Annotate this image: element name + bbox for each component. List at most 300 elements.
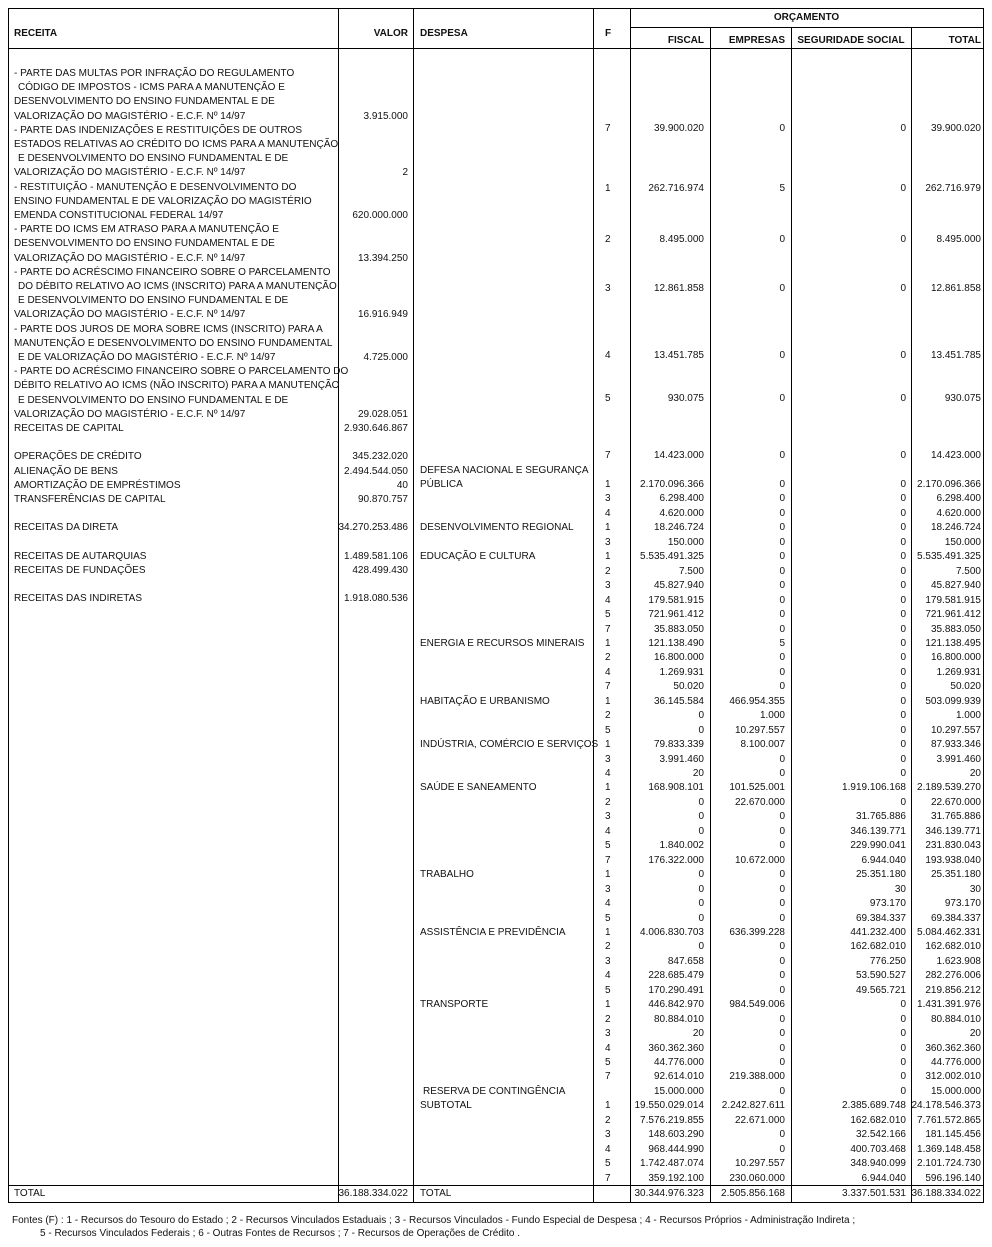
source-code: 4 bbox=[605, 666, 611, 678]
fiscal-value: 262.716.974 bbox=[648, 183, 704, 194]
receita-valor: 2.930.646.867 bbox=[344, 423, 408, 434]
source-code: 5 bbox=[605, 393, 611, 404]
despesa-label: DESENVOLVIMENTO REGIONAL bbox=[420, 522, 574, 534]
fiscal-value: 39.900.020 bbox=[653, 123, 704, 134]
source-code: 7 bbox=[605, 623, 611, 635]
fiscal-value: 12.861.858 bbox=[653, 283, 704, 294]
empresas-value: 0 bbox=[779, 811, 785, 823]
total-value: 346.139.771 bbox=[925, 825, 981, 837]
empresas-value: 0 bbox=[779, 825, 785, 837]
receita-line: CÓDIGO DE IMPOSTOS - ICMS PARA A MANUTENÇÃO E bbox=[18, 82, 285, 94]
total-value: 1.623.908 bbox=[936, 955, 981, 967]
total-value: 87.933.346 bbox=[930, 739, 981, 751]
source-code: 1 bbox=[605, 999, 611, 1011]
source-code: 4 bbox=[605, 1143, 611, 1155]
empresas-value: 0 bbox=[779, 609, 785, 621]
empresas-value: 0 bbox=[779, 623, 785, 635]
receita-line: RECEITAS DE CAPITAL bbox=[14, 423, 124, 434]
total-value: 5.535.491.325 bbox=[917, 551, 981, 563]
empresas-value: 0 bbox=[779, 234, 785, 245]
total-value: 181.145.456 bbox=[925, 1129, 981, 1141]
seguridade-value: 400.703.468 bbox=[850, 1143, 906, 1155]
source-code: 4 bbox=[605, 507, 611, 519]
receita-line: - PARTE DAS MULTAS POR INFRAÇÃO DO REGULAMENTO bbox=[14, 68, 295, 79]
source-code: 1 bbox=[605, 637, 611, 649]
empresas-value: 0 bbox=[779, 912, 785, 924]
footnote bbox=[12, 1214, 855, 1240]
total-value: 1.431.391.976 bbox=[917, 999, 981, 1011]
despesa-label: SUBTOTAL bbox=[420, 1100, 472, 1112]
fiscal-value: 176.322.000 bbox=[648, 854, 704, 866]
seguridade-value: 69.384.337 bbox=[855, 912, 906, 924]
receita-line: E DE VALORIZAÇÃO DO MAGISTÉRIO - E.C.F. Nº 14/97 bbox=[18, 352, 276, 363]
receita-line: RECEITAS DE FUNDAÇÕES bbox=[14, 565, 146, 576]
seguridade-value: 0 bbox=[900, 479, 906, 490]
seguridade-value: 0 bbox=[900, 594, 906, 606]
total-value: 13.451.785 bbox=[930, 350, 981, 361]
receita-line: - PARTE DOS JUROS DE MORA SOBRE ICMS (INSCRITO) PARA A bbox=[14, 323, 323, 335]
empresas-value: 230.060.000 bbox=[729, 1172, 785, 1184]
empresas-value: 0 bbox=[779, 753, 785, 765]
source-code: 4 bbox=[605, 594, 611, 606]
fiscal-value: 16.800.000 bbox=[653, 652, 704, 664]
empresas-value: 22.671.000 bbox=[734, 1114, 785, 1126]
source-code: 5 bbox=[605, 984, 611, 996]
receita-line: ESTADOS RELATIVAS AO CRÉDITO DO ICMS PARA A MANUTENÇÃO bbox=[14, 139, 339, 150]
receita-line: OPERAÇÕES DE CRÉDITO bbox=[14, 451, 142, 463]
empresas-value: 0 bbox=[779, 1085, 785, 1097]
empresas-value: 0 bbox=[779, 522, 785, 534]
total-value: 2.101.724.730 bbox=[917, 1158, 981, 1170]
fiscal-value: 20 bbox=[692, 1028, 704, 1040]
header-valor: VALOR bbox=[373, 28, 408, 39]
fiscal-value: 79.833.339 bbox=[653, 739, 704, 751]
total-value: 1.269.931 bbox=[936, 666, 981, 678]
fiscal-value: 7.500 bbox=[678, 565, 704, 577]
header-receita: RECEITA bbox=[14, 28, 58, 39]
seguridade-value: 0 bbox=[900, 753, 906, 765]
receita-line: E DESENVOLVIMENTO DO ENSINO FUNDAMENTAL E DE bbox=[18, 394, 289, 406]
total-value: 8.495.000 bbox=[936, 234, 981, 245]
despesa-label: TRANSPORTE bbox=[420, 999, 489, 1011]
empresas-total: 2.505.856.168 bbox=[721, 1188, 785, 1199]
seguridade-value: 0 bbox=[900, 666, 906, 678]
empresas-value: 0 bbox=[779, 551, 785, 563]
fiscal-value: 3.991.460 bbox=[659, 753, 704, 765]
empresas-value: 5 bbox=[779, 183, 785, 194]
source-code: 2 bbox=[605, 710, 611, 722]
receita-line: EMENDA CONSTITUCIONAL FEDERAL 14/97 bbox=[14, 210, 224, 221]
empresas-value: 0 bbox=[779, 580, 785, 592]
receita-line: ALIENAÇÃO DE BENS bbox=[14, 465, 118, 477]
total-value: 721.961.412 bbox=[925, 609, 981, 621]
seguridade-value: 0 bbox=[900, 681, 906, 693]
fiscal-value: 14.423.000 bbox=[653, 450, 704, 461]
receita-line: - PARTE DO ACRÉSCIMO FINANCEIRO SOBRE O PARCELAMENTO bbox=[14, 266, 331, 278]
total-value: 45.827.940 bbox=[930, 580, 981, 592]
total-value: 25.351.180 bbox=[930, 869, 981, 881]
receita-line: E DESENVOLVIMENTO DO ENSINO FUNDAMENTAL E DE bbox=[18, 295, 289, 307]
fiscal-value: 35.883.050 bbox=[653, 623, 704, 635]
total-value: 1.000 bbox=[955, 710, 981, 722]
empresas-value: 0 bbox=[779, 493, 785, 505]
empresas-value: 8.100.007 bbox=[740, 739, 785, 751]
total-value: 3.991.460 bbox=[936, 753, 981, 765]
seguridade-value: 0 bbox=[900, 724, 906, 736]
receita-line: E DESENVOLVIMENTO DO ENSINO FUNDAMENTAL E DE bbox=[18, 153, 289, 165]
despesa-total-label: TOTAL bbox=[420, 1188, 452, 1199]
seguridade-value: 31.765.886 bbox=[855, 811, 906, 823]
source-code: 2 bbox=[605, 1114, 611, 1126]
fiscal-value: 847.658 bbox=[667, 955, 704, 967]
seguridade-value: 0 bbox=[900, 536, 906, 548]
source-code: 5 bbox=[605, 724, 611, 736]
total-value: 35.883.050 bbox=[930, 623, 981, 635]
empresas-value: 984.549.006 bbox=[729, 999, 785, 1011]
despesa-label: INDÚSTRIA, COMÉRCIO E SERVIÇOS bbox=[420, 739, 599, 751]
empresas-value: 1.000 bbox=[759, 710, 785, 722]
despesa-label: PÚBLICA bbox=[420, 479, 463, 490]
seguridade-value: 0 bbox=[900, 796, 906, 808]
seguridade-value: 0 bbox=[900, 580, 906, 592]
empresas-value: 0 bbox=[779, 1057, 785, 1068]
total-value: 193.938.040 bbox=[925, 854, 981, 866]
seguridade-value: 346.139.771 bbox=[850, 825, 906, 837]
empresas-value: 0 bbox=[779, 536, 785, 548]
total-value: 7.761.572.865 bbox=[917, 1114, 981, 1126]
seguridade-value: 0 bbox=[900, 1057, 906, 1068]
total-value: 4.620.000 bbox=[936, 507, 981, 519]
total-value: 44.776.000 bbox=[930, 1057, 981, 1068]
seguridade-value: 0 bbox=[900, 1042, 906, 1054]
source-code: 3 bbox=[605, 1028, 611, 1040]
empresas-value: 0 bbox=[779, 869, 785, 881]
receita-line: RECEITAS DE AUTARQUIAS bbox=[14, 550, 147, 562]
total-value: 930.075 bbox=[944, 393, 981, 404]
total-value: 596.196.140 bbox=[925, 1172, 981, 1184]
total-value: 10.297.557 bbox=[930, 724, 981, 736]
fiscal-value: 121.138.490 bbox=[648, 637, 704, 649]
grand-total: 36.188.334.022 bbox=[911, 1188, 981, 1199]
footnote-line-1: Fontes (F) : 1 - Recursos do Tesouro do Estado ; 2 - Recursos Vinculados Estaduais ; 3 - Recursos Vinculados - Fundo Especial de Despesa ; 4 - Recursos Próprios - Administração Indireta ; bbox=[12, 1215, 856, 1226]
fiscal-value: 4.620.000 bbox=[659, 507, 704, 519]
source-code: 5 bbox=[605, 1158, 611, 1170]
source-code: 7 bbox=[605, 123, 611, 134]
source-code: 1 bbox=[605, 551, 611, 563]
fiscal-value: 0 bbox=[698, 941, 704, 953]
total-value: 262.716.979 bbox=[925, 183, 981, 194]
source-code: 2 bbox=[605, 941, 611, 953]
divider-despesa bbox=[413, 8, 414, 1203]
total-value: 18.246.724 bbox=[930, 522, 981, 534]
empresas-value: 0 bbox=[779, 1143, 785, 1155]
empresas-value: 22.670.000 bbox=[734, 796, 785, 808]
receita-line: - PARTE DO ACRÉSCIMO FINANCEIRO SOBRE O PARCELAMENTO DO bbox=[14, 366, 349, 378]
empresas-value: 0 bbox=[779, 507, 785, 519]
receita-line: DESENVOLVIMENTO DO ENSINO FUNDAMENTAL E DE bbox=[14, 96, 275, 108]
fiscal-value: 0 bbox=[698, 825, 704, 837]
receita-total-value: 36.188.334.022 bbox=[338, 1188, 408, 1199]
fiscal-value: 44.776.000 bbox=[653, 1057, 704, 1068]
source-code: 1 bbox=[605, 869, 611, 881]
empresas-value: 10.672.000 bbox=[734, 854, 785, 866]
source-code: 1 bbox=[605, 1100, 611, 1112]
fiscal-value: 968.444.990 bbox=[648, 1143, 704, 1155]
despesa-label: RESERVA DE CONTINGÊNCIA bbox=[423, 1085, 566, 1097]
despesa-label: DEFESA NACIONAL E SEGURANÇA bbox=[420, 464, 589, 476]
source-code: 1 bbox=[605, 183, 611, 194]
seguridade-value: 973.170 bbox=[869, 898, 906, 910]
fiscal-value: 0 bbox=[698, 811, 704, 823]
empresas-value: 0 bbox=[779, 594, 785, 606]
total-value: 179.581.915 bbox=[925, 594, 981, 606]
source-code: 5 bbox=[605, 912, 611, 924]
seguridade-value: 441.232.400 bbox=[850, 926, 906, 938]
empresas-value: 0 bbox=[779, 1013, 785, 1025]
source-code: 1 bbox=[605, 782, 611, 794]
seguridade-value: 1.919.106.168 bbox=[842, 782, 906, 794]
seguridade-value: 0 bbox=[900, 123, 906, 134]
total-value: 69.384.337 bbox=[930, 912, 981, 924]
source-code: 2 bbox=[605, 565, 611, 577]
source-code: 1 bbox=[605, 926, 611, 938]
footnote-line-2: 5 - Recursos Vinculados Federais ; 6 - Outras Fontes de Recursos ; 7 - Recursos de Operações de Crédito . bbox=[40, 1228, 521, 1239]
header-fiscal: FISCAL bbox=[667, 35, 704, 46]
total-value: 6.298.400 bbox=[936, 493, 981, 505]
source-code: 5 bbox=[605, 1057, 611, 1068]
receita-line: - PARTE DAS INDENIZAÇÕES E RESTITUIÇÕES DE OUTROS bbox=[14, 124, 303, 136]
empresas-value: 0 bbox=[779, 883, 785, 895]
total-value: 80.884.010 bbox=[930, 1013, 981, 1025]
receita-valor: 2.494.544.050 bbox=[344, 465, 408, 477]
fiscal-value: 0 bbox=[698, 724, 704, 736]
header-seguridade: SEGURIDADE SOCIAL bbox=[797, 35, 905, 46]
fiscal-value: 20 bbox=[692, 768, 704, 779]
fiscal-value: 0 bbox=[698, 710, 704, 722]
receita-line: VALORIZAÇÃO DO MAGISTÉRIO - E.C.F. Nº 14/97 bbox=[14, 252, 246, 264]
seguridade-value: 229.990.041 bbox=[850, 840, 906, 852]
receita-valor: 29.028.051 bbox=[357, 408, 408, 420]
receita-valor: 345.232.020 bbox=[352, 451, 408, 463]
empresas-value: 0 bbox=[779, 393, 785, 404]
receita-valor: 40 bbox=[396, 479, 408, 491]
seguridade-value: 0 bbox=[900, 1028, 906, 1040]
seguridade-value: 0 bbox=[900, 652, 906, 664]
seguridade-value: 162.682.010 bbox=[850, 1114, 906, 1126]
header-f: F bbox=[605, 28, 612, 39]
source-code: 4 bbox=[605, 825, 611, 837]
fiscal-value: 15.000.000 bbox=[653, 1085, 704, 1097]
source-code: 1 bbox=[605, 479, 611, 490]
source-code: 4 bbox=[605, 1042, 611, 1054]
seguridade-value: 0 bbox=[900, 565, 906, 577]
seguridade-value: 6.944.040 bbox=[861, 854, 906, 866]
fiscal-value: 80.884.010 bbox=[653, 1013, 704, 1025]
fiscal-value: 45.827.940 bbox=[653, 580, 704, 592]
header-empresas: EMPRESAS bbox=[728, 35, 785, 46]
receita-line: DO DÉBITO RELATIVO AO ICMS (INSCRITO) PARA A MANUTENÇÃO bbox=[18, 281, 337, 292]
empresas-value: 0 bbox=[779, 283, 785, 294]
empresas-value: 0 bbox=[779, 1042, 785, 1054]
empresas-value: 0 bbox=[779, 955, 785, 967]
source-code: 1 bbox=[605, 522, 611, 534]
total-value: 360.362.360 bbox=[925, 1042, 981, 1054]
border-right bbox=[983, 8, 984, 1203]
total-value: 5.084.462.331 bbox=[917, 926, 981, 938]
source-code: 3 bbox=[605, 493, 611, 505]
receita-line: VALORIZAÇÃO DO MAGISTÉRIO - E.C.F. Nº 14/97 bbox=[14, 167, 246, 179]
source-code: 5 bbox=[605, 840, 611, 852]
receita-valor: 90.870.757 bbox=[357, 494, 408, 505]
seguridade-value: 0 bbox=[900, 283, 906, 294]
total-value: 20 bbox=[969, 1028, 981, 1040]
source-code: 3 bbox=[605, 536, 611, 548]
empresas-value: 0 bbox=[779, 681, 785, 693]
source-code: 4 bbox=[605, 768, 611, 779]
total-value: 219.856.212 bbox=[925, 984, 981, 996]
empresas-value: 219.388.000 bbox=[729, 1071, 785, 1083]
fiscal-total: 30.344.976.323 bbox=[634, 1188, 704, 1199]
seguridade-value: 0 bbox=[900, 1013, 906, 1025]
total-value: 973.170 bbox=[944, 898, 981, 910]
empresas-value: 0 bbox=[779, 768, 785, 779]
receita-valor: 3.915.000 bbox=[363, 110, 408, 122]
total-value: 31.765.886 bbox=[930, 811, 981, 823]
source-code: 2 bbox=[605, 1013, 611, 1025]
fiscal-value: 50.020 bbox=[673, 681, 704, 693]
empresas-value: 0 bbox=[779, 970, 785, 982]
receita-line: TRANSFERÊNCIAS DE CAPITAL bbox=[14, 494, 166, 505]
fiscal-value: 6.298.400 bbox=[659, 493, 704, 505]
seguridade-value: 0 bbox=[900, 234, 906, 245]
fiscal-value: 930.075 bbox=[667, 393, 704, 404]
seguridade-value: 0 bbox=[900, 1071, 906, 1083]
seguridade-value: 0 bbox=[900, 623, 906, 635]
source-code: 4 bbox=[605, 350, 611, 361]
seguridade-value: 0 bbox=[900, 551, 906, 563]
fiscal-value: 0 bbox=[698, 883, 704, 895]
seguridade-value: 162.682.010 bbox=[850, 941, 906, 953]
receita-line: - RESTITUIÇÃO - MANUTENÇÃO E DESENVOLVIMENTO DO bbox=[14, 181, 297, 193]
seguridade-value: 32.542.166 bbox=[855, 1129, 906, 1141]
fiscal-value: 1.742.487.074 bbox=[640, 1158, 704, 1170]
empresas-value: 0 bbox=[779, 984, 785, 996]
empresas-value: 0 bbox=[779, 1129, 785, 1141]
table-top-border bbox=[630, 8, 983, 9]
table-bottom-border bbox=[8, 1202, 983, 1203]
source-code: 1 bbox=[605, 695, 611, 707]
fiscal-value: 359.192.100 bbox=[648, 1172, 704, 1184]
source-code: 4 bbox=[605, 898, 611, 910]
despesa-label: ENERGIA E RECURSOS MINERAIS bbox=[420, 637, 585, 649]
fiscal-value: 150.000 bbox=[667, 536, 704, 548]
despesa-label: HABITAÇÃO E URBANISMO bbox=[420, 695, 550, 707]
fiscal-value: 446.842.970 bbox=[648, 999, 704, 1011]
receita-line: DESENVOLVIMENTO DO ENSINO FUNDAMENTAL E DE bbox=[14, 238, 275, 250]
source-code: 7 bbox=[605, 450, 611, 461]
empresas-value: 0 bbox=[779, 1028, 785, 1040]
receita-valor: 13.394.250 bbox=[357, 252, 408, 264]
fiscal-value: 13.451.785 bbox=[653, 350, 704, 361]
total-value: 16.800.000 bbox=[930, 652, 981, 664]
seguridade-value: 2.385.689.748 bbox=[842, 1100, 906, 1112]
receita-line: VALORIZAÇÃO DO MAGISTÉRIO - E.C.F. Nº 14/97 bbox=[14, 110, 246, 122]
seguridade-value: 0 bbox=[900, 350, 906, 361]
empresas-value: 0 bbox=[779, 450, 785, 461]
receita-total-label: TOTAL bbox=[14, 1188, 46, 1199]
total-value: 2.189.539.270 bbox=[917, 782, 981, 794]
total-value: 162.682.010 bbox=[925, 941, 981, 953]
seguridade-value: 776.250 bbox=[869, 955, 906, 967]
source-code: 2 bbox=[605, 652, 611, 664]
seguridade-value: 30 bbox=[894, 883, 906, 895]
total-value: 15.000.000 bbox=[930, 1085, 981, 1097]
header-bottom-border bbox=[8, 48, 983, 49]
empresas-value: 0 bbox=[779, 898, 785, 910]
receita-valor: 34.270.253.486 bbox=[338, 522, 408, 534]
fiscal-value: 7.576.219.855 bbox=[640, 1114, 704, 1126]
total-value: 14.423.000 bbox=[930, 450, 981, 461]
seguridade-value: 0 bbox=[900, 637, 906, 649]
empresas-value: 10.297.557 bbox=[734, 724, 785, 736]
empresas-value: 2.242.827.611 bbox=[721, 1100, 785, 1112]
source-code: 1 bbox=[605, 739, 611, 751]
fiscal-value: 721.961.412 bbox=[648, 609, 704, 621]
seguridade-value: 0 bbox=[900, 507, 906, 519]
empresas-value: 636.399.228 bbox=[729, 926, 785, 938]
seguridade-value: 0 bbox=[900, 695, 906, 707]
empresas-value: 10.297.557 bbox=[734, 1158, 785, 1170]
fiscal-value: 0 bbox=[698, 796, 704, 808]
receita-valor: 2 bbox=[402, 167, 408, 179]
fiscal-value: 179.581.915 bbox=[648, 594, 704, 606]
source-code: 3 bbox=[605, 811, 611, 823]
total-value: 20 bbox=[969, 768, 981, 779]
receita-valor: 16.916.949 bbox=[357, 309, 408, 321]
seguridade-total: 3.337.501.531 bbox=[842, 1188, 906, 1199]
receita-line: MANUTENÇÃO E DESENVOLVIMENTO DO ENSINO FUNDAMENTAL bbox=[14, 337, 333, 349]
divider-f bbox=[593, 8, 594, 1203]
empresas-value: 0 bbox=[779, 123, 785, 134]
divider-valor bbox=[338, 8, 339, 1203]
seguridade-value: 0 bbox=[900, 1085, 906, 1097]
empresas-value: 5 bbox=[779, 637, 785, 649]
source-code: 3 bbox=[605, 955, 611, 967]
fiscal-value: 0 bbox=[698, 898, 704, 910]
orcamento-underline bbox=[630, 27, 983, 28]
seguridade-value: 0 bbox=[900, 493, 906, 505]
fiscal-value: 4.006.830.703 bbox=[640, 926, 704, 938]
source-code: 7 bbox=[605, 1071, 611, 1083]
fiscal-value: 19.550.029.014 bbox=[634, 1100, 704, 1112]
total-value: 150.000 bbox=[944, 536, 981, 548]
receita-line: AMORTIZAÇÃO DE EMPRÉSTIMOS bbox=[14, 479, 181, 491]
despesa-label: EDUCAÇÃO E CULTURA bbox=[420, 551, 536, 563]
fiscal-value: 8.495.000 bbox=[659, 234, 704, 245]
despesa-label: SAÚDE E SANEAMENTO bbox=[420, 782, 537, 794]
seguridade-value: 6.944.040 bbox=[861, 1172, 906, 1184]
receita-line: DÉBITO RELATIVO AO ICMS (NÃO INSCRITO) PARA A MANUTENÇÃO bbox=[14, 380, 340, 392]
total-value: 30 bbox=[969, 883, 981, 895]
source-code: 2 bbox=[605, 796, 611, 808]
source-code: 3 bbox=[605, 580, 611, 592]
receita-line: - PARTE DO ICMS EM ATRASO PARA A MANUTENÇÃO E bbox=[14, 224, 279, 236]
seguridade-value: 0 bbox=[900, 450, 906, 461]
receita-line: RECEITAS DA DIRETA bbox=[14, 522, 119, 534]
source-code: 7 bbox=[605, 1172, 611, 1184]
source-code: 5 bbox=[605, 609, 611, 621]
header-top-border bbox=[8, 8, 630, 9]
